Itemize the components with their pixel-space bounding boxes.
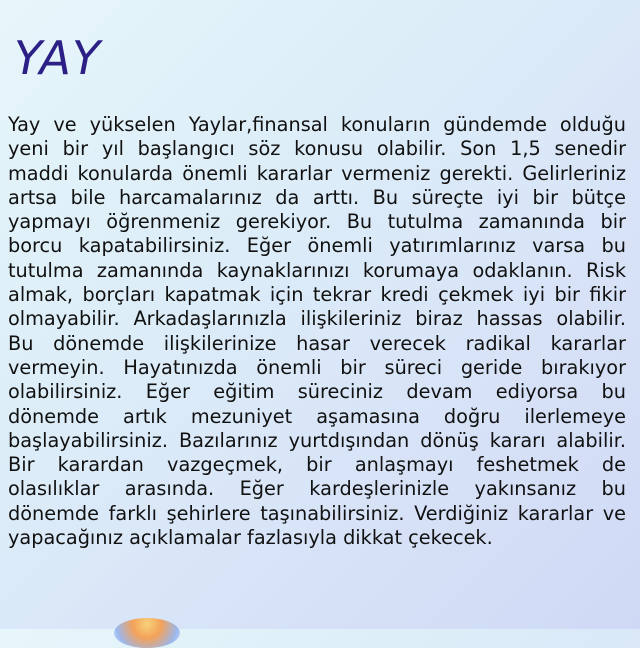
decorative-sun-icon — [114, 618, 180, 648]
text-line: Bu dönemde ilişkilerinize hasar verecek radikal kararlar — [8, 331, 626, 355]
horoscope-paragraph — [8, 113, 626, 550]
text-line: yapmayı öğrenmeniz gerekiyor. Bu tutulma zamanında bir — [8, 210, 626, 234]
text-line: vermeyin. Hayatınızda önemli bir süreci geride bırakıyor — [8, 355, 626, 379]
text-line: yapacağınız açıklamalar fazlasıyla dikkat çekecek. — [8, 526, 493, 550]
text-line: borcu kapatabilirsiniz. Eğer önemli yatırımlarınız varsa bu — [8, 234, 626, 258]
text-line: başlayabilirsiniz. Bazılarınız yurtdışından dönüş kararı alabilir. — [8, 428, 626, 452]
text-line: maddi konularda önemli kararlar vermeniz gerekti. Gelirleriniz — [8, 161, 626, 185]
text-line: olmayabilir. Arkadaşlarınızla ilişkileriniz biraz hassas olabilir. — [8, 307, 626, 331]
text-line: artsa bile harcamalarınız da arttı. Bu süreçte iyi bir bütçe — [8, 185, 626, 209]
text-line: almak, borçları kapatmak için tekrar kredi çekmek iyi bir fikir — [8, 283, 626, 307]
text-line: yeni bir yıl başlangıcı söz konusu olabilir. Son 1,5 senedir — [8, 137, 626, 161]
text-line: dönemde artık mezuniyet aşamasına doğru ilerlemeye — [8, 404, 626, 428]
text-line: tutulma zamanında kaynaklarınızı korumaya odaklanın. Risk — [8, 258, 626, 282]
text-line: Yay ve yükselen Yaylar,finansal konuların gündemde olduğu — [8, 113, 626, 136]
text-line: Bir karardan vazgeçmek, bir anlaşmayı feshetmek de — [8, 453, 626, 477]
page-title: YAY — [14, 31, 102, 85]
text-line: dönemde farklı şehirlere taşınabilirsiniz. Verdiğiniz kararlar ve — [8, 501, 626, 525]
text-line: olabilirsiniz. Eğer eğitim süreciniz devam ediyorsa bu — [8, 380, 626, 404]
text-line: olasılıklar arasında. Eğer kardeşlerinizle yakınsanız bu — [8, 477, 626, 501]
